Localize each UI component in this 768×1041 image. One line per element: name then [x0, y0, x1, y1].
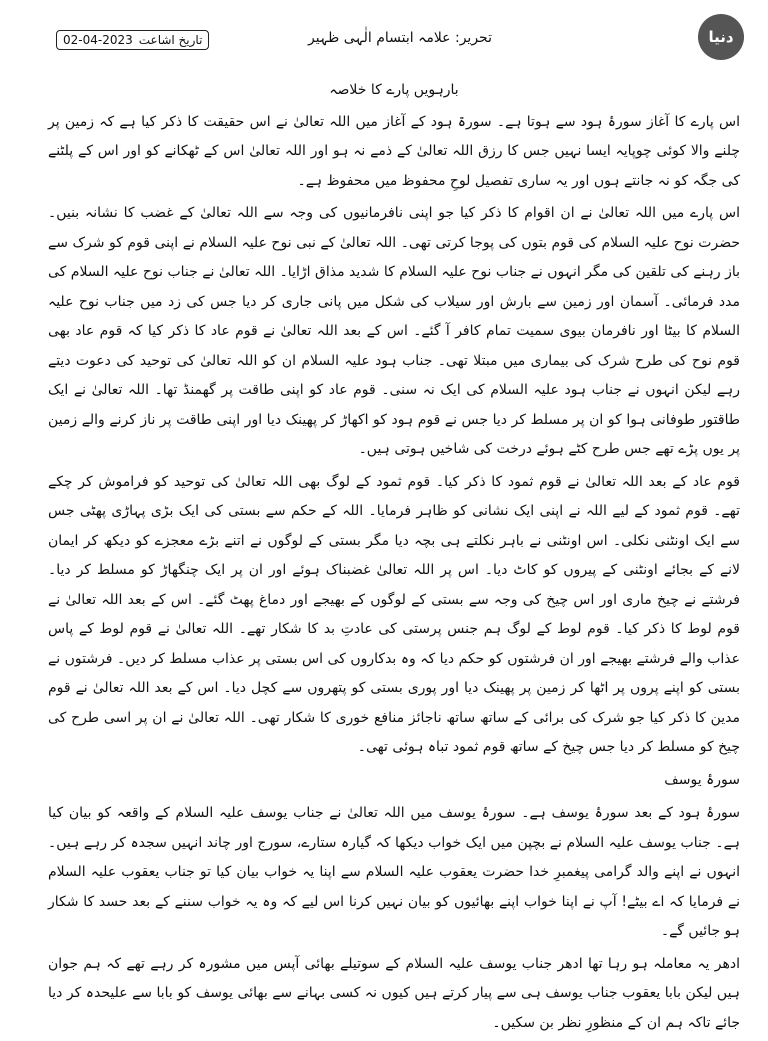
article-body	[48, 76, 740, 1041]
header	[40, 14, 744, 66]
author-line: تحریر: علامہ ابتسام الٰہی ظہیر	[308, 30, 492, 46]
section-heading: سورۂ یوسف	[664, 771, 740, 788]
publish-date-box	[56, 30, 209, 50]
paragraph: ادھر یہ معاملہ ہو رہا تھا ادھر جناب یوسف علیہ السلام کے سوتیلے بھائی آپس میں مشورہ کر رہے تھے کہ ہم جوان ہیں لیکن بابا یعقوب جناب یوسف ہی سے پیار کرتے ہیں کیوں نہ کسی بہانے سے بھائی یوسف کو بابا سے علیحدہ کر دیا جائے تاکہ ہم ان کے منظورِ نظر بن سکیں۔	[48, 955, 740, 1031]
article-title: بارہویں پارے کا خلاصہ	[329, 82, 459, 98]
paragraph: سورۂ ہود کے بعد سورۂ یوسف ہے۔ سورۂ یوسف میں اللہ تعالیٰ نے جناب یوسف علیہ السلام کے واقعہ کو بیان کیا ہے۔ جناب یوسف علیہ السلام نے بچپن میں ایک خواب دیکھا کہ گیارہ ستارے، سورج اور چاند انہیں سجدہ کر رہے ہیں۔ انہوں نے اپنے والد گرامی پیغمبرِ خدا حضرت یعقوب علیہ السلام سے اپنا یہ خواب بیان کیا تو جناب یعقوب علیہ السلام نے فرمایا کہ اے بیٹے! آپ نے اپنا خواب اپنے بھائیوں کو بیان نہیں کرنا اس لیے کہ وہ یہ خواب سننے کے بعد حسد کا شکار ہو جائیں گے۔	[48, 805, 740, 939]
paragraph: قوم عاد کے بعد اللہ تعالیٰ نے قوم ثمود کا ذکر کیا۔ قوم ثمود کے لوگ بھی اللہ تعالیٰ کی توحید کو فراموش کر چکے تھے۔ قوم ثمود کے لیے اللہ نے اپنی ایک نشانی کو ظاہر فرمایا۔ اللہ کے حکم سے بستی کی ایک بڑی پہاڑی پھٹی جس سے ایک اونٹنی نکلی۔ اس اونٹنی نے باہر نکلتے ہی بچہ دیا مگر بستی کے لوگوں نے اتنے بڑے معجزے کو دیکھ کر ایمان لانے کے بجائے اونٹنی کے پیروں کو کاٹ دیا۔ اس پر اللہ تعالیٰ غضبناک ہوئے اور ان پر ایک چنگھاڑ کو مسلط کر دیا۔ فرشتے نے چیخ ماری اور اس چیخ کی وجہ سے بستی کے لوگوں کے بھیجے اور دماغ پھٹ گئے۔ اس کے بعد اللہ تعالیٰ نے قوم لوط کا ذکر کیا۔ قوم لوط کے لوگ ہم جنس پرستی کی عادتِ بد کا شکار تھے۔ اللہ تعالیٰ نے قوم لوط کے پاس عذاب والے فرشتے بھیجے اور ان فرشتوں کو حکم دیا کہ وہ بدکاروں کی اس بستی پر عذاب مسلط کر دیں۔ فرشتوں نے بستی کو اپنے پروں پر اٹھا کر زمین پر پھینک دیا اور پوری بستی کو پتھروں سے کچل دیا۔ اس کے بعد اللہ تعالیٰ نے قوم مدین کا ذکر کیا جو شرک کی برائی کے ساتھ ساتھ ناجائز منافع خوری کا شکار تھی۔ اللہ تعالیٰ نے ان پر اسی طرح کی چیخ کو مسلط کر دیا جس چیخ کے ساتھ قوم ثمود تباہ ہوئی تھی۔	[48, 473, 741, 755]
newspaper-logo	[698, 14, 744, 60]
logo-text: دنیا	[708, 28, 734, 46]
publish-date-label: تاریخ اشاعت	[138, 33, 203, 47]
paragraph: اس پارے کا آغاز سورۂ ہود سے ہوتا ہے۔ سورۃ ہود کے آغاز میں اللہ تعالیٰ نے اس حقیقت کا ذکر کیا ہے کہ زمین پر چلنے والا کوئی چوپایہ ایسا نہیں جس کا رزق اللہ تعالیٰ کے ذمے نہ ہو اور اللہ تعالیٰ اس کے ٹھکانے کو اور اس کے پلٹنے کی جگہ کو نہ جانتے ہوں اور یہ ساری تفصیل لوحِ محفوظ میں محفوظ ہے۔	[48, 113, 740, 189]
paragraph: اس پارے میں اللہ تعالیٰ نے ان اقوام کا ذکر کیا جو اپنی نافرمانیوں کی وجہ سے اللہ تعالیٰ کے غضب کا نشانہ بنیں۔ حضرت نوح علیہ السلام کی قوم بتوں کی پوجا کرتی تھی۔ اللہ تعالیٰ کے نبی نوح علیہ السلام نے اپنی قوم کو شرک سے باز رہنے کی تلقین کی مگر انہوں نے جناب نوح علیہ السلام کا شدید مذاق اڑایا۔ اللہ تعالیٰ نے جناب نوح علیہ السلام کی مدد فرمائی۔ آسمان اور زمین سے بارش اور سیلاب کی شکل میں پانی جاری کر دیا جس کی زد میں جناب نوح علیہ السلام کا بیٹا اور نافرمان بیوی سمیت تمام کافر آ گئے۔ اس کے بعد اللہ تعالیٰ نے قوم عاد کا ذکر کیا کہ قوم عاد بھی قوم نوح کی طرح شرک کی بیماری میں مبتلا تھی۔ جناب ہود علیہ السلام ان کو اللہ تعالیٰ کی توحید کی دعوت دیتے رہے لیکن انہوں نے جناب ہود علیہ السلام کی ایک نہ سنی۔ قوم عاد کو اپنی طاقت پر گھمنڈ تھا۔ اللہ تعالیٰ نے ایک طاقتور طوفانی ہوا کو ان پر مسلط کر دیا جس نے قوم ہود کو اکھاڑ کر پھینک دیا اور اپنی طاقت پر ناز کرنے والے زمین پر یوں پڑے تھے جس طرح کٹے ہوئے درخت کی شاخیں ہوتی ہیں۔	[48, 205, 740, 457]
publish-date-value: 02-04-2023	[63, 33, 133, 47]
